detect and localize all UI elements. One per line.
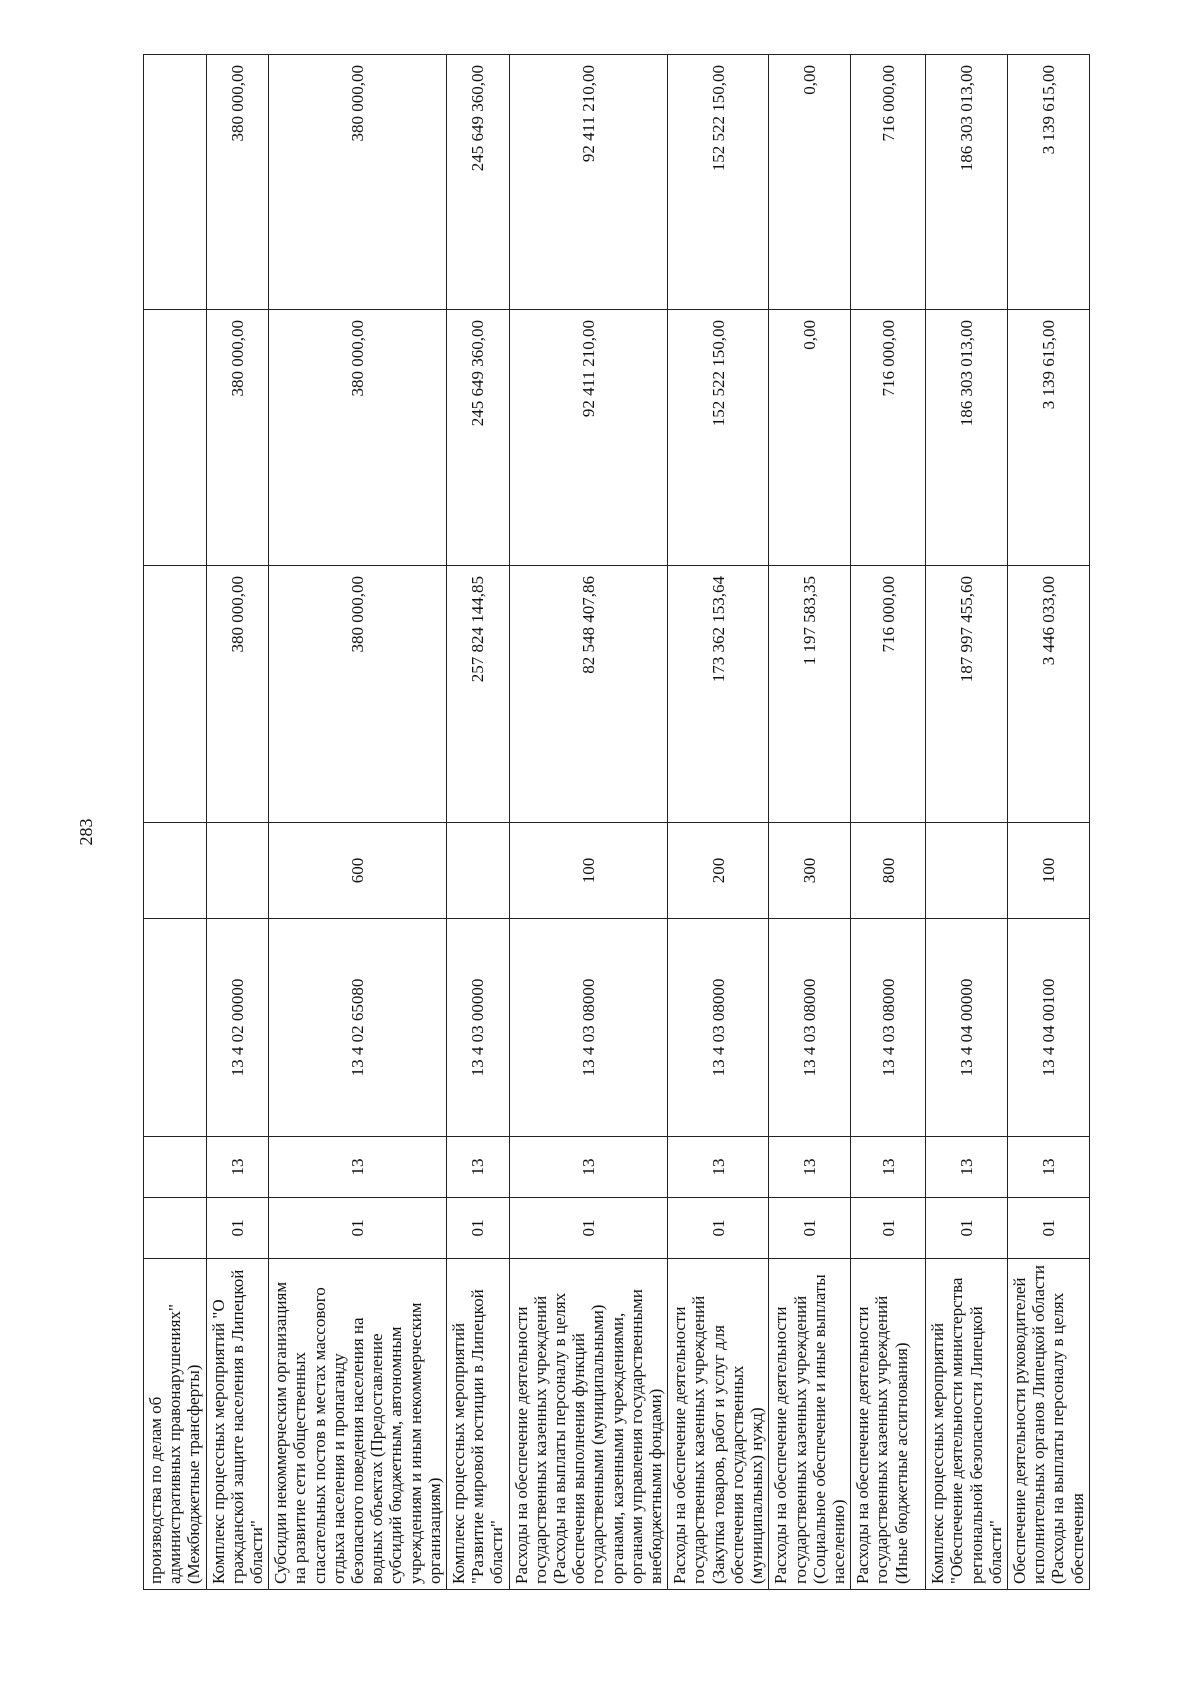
target-article-code: 13 4 03 08000 <box>668 919 769 1137</box>
amount-year-2: 380 000,00 <box>206 310 269 566</box>
amount-year-2: 716 000,00 <box>851 310 926 566</box>
section-code: 01 <box>926 1198 1008 1259</box>
budget-table <box>143 54 1090 1590</box>
row-name: производства по делам об административных правонарушениях" (Межбюджетные трансферты) <box>144 1259 207 1590</box>
row-name: Комплекс процессных мероприятий "О гражданской защите населения в Липецкой области" <box>206 1259 269 1590</box>
target-article-code: 13 4 03 08000 <box>509 919 668 1137</box>
subsection-code: 13 <box>206 1137 269 1198</box>
subsection-code: 13 <box>851 1137 926 1198</box>
table-row <box>509 55 668 1590</box>
expense-type-code: 100 <box>1007 823 1089 919</box>
expense-type-code: 100 <box>509 823 668 919</box>
target-article-code: 13 4 04 00000 <box>926 919 1008 1137</box>
table-row <box>668 55 769 1590</box>
target-article-code: 13 4 03 00000 <box>447 919 510 1137</box>
target-article-code: 13 4 02 65080 <box>269 919 447 1137</box>
section-code: 01 <box>447 1198 510 1259</box>
section-code: 01 <box>206 1198 269 1259</box>
amount-year-1: 187 997 455,60 <box>926 566 1008 823</box>
section-code: 01 <box>668 1198 769 1259</box>
target-article-code: 13 4 03 08000 <box>769 919 851 1137</box>
row-name: Комплекс процессных мероприятий "Обеспечение деятельности министерства региональной безопасности Липецкой области" <box>926 1259 1008 1590</box>
amount-year-2: 245 649 360,00 <box>447 310 510 566</box>
target-article-code: 13 4 02 00000 <box>206 919 269 1137</box>
row-name: Расходы на обеспечение деятельности государственных казенных учреждений (Иные бюджетные ассигнования) <box>851 1259 926 1590</box>
amount-year-3: 380 000,00 <box>269 55 447 310</box>
amount-year-3 <box>144 55 207 310</box>
amount-year-2 <box>144 310 207 566</box>
amount-year-1: 380 000,00 <box>269 566 447 823</box>
section-code: 01 <box>269 1198 447 1259</box>
expense-type-code <box>206 823 269 919</box>
expense-type-code: 300 <box>769 823 851 919</box>
amount-year-2: 186 303 013,00 <box>926 310 1008 566</box>
amount-year-3: 152 522 150,00 <box>668 55 769 310</box>
expense-type-code <box>144 823 207 919</box>
amount-year-3: 92 411 210,00 <box>509 55 668 310</box>
table-row <box>926 55 1008 1590</box>
amount-year-3: 716 000,00 <box>851 55 926 310</box>
amount-year-1: 173 362 153,64 <box>668 566 769 823</box>
amount-year-3: 245 649 360,00 <box>447 55 510 310</box>
expense-type-code: 600 <box>269 823 447 919</box>
table-row <box>1007 55 1089 1590</box>
target-article-code <box>144 919 207 1137</box>
amount-year-3: 186 303 013,00 <box>926 55 1008 310</box>
amount-year-2: 0,00 <box>769 310 851 566</box>
target-article-code: 13 4 04 00100 <box>1007 919 1089 1137</box>
amount-year-2: 3 139 615,00 <box>1007 310 1089 566</box>
expense-type-code <box>447 823 510 919</box>
subsection-code: 13 <box>509 1137 668 1198</box>
section-code: 01 <box>1007 1198 1089 1259</box>
amount-year-1: 3 446 033,00 <box>1007 566 1089 823</box>
expense-type-code: 200 <box>668 823 769 919</box>
subsection-code <box>144 1137 207 1198</box>
row-name: Расходы на обеспечение деятельности государственных казенных учреждений (Социальное обеспечение и иные выплаты населению) <box>769 1259 851 1590</box>
amount-year-2: 380 000,00 <box>269 310 447 566</box>
row-name: Расходы на обеспечение деятельности государственных казенных учреждений (Закупка товаров, работ и услуг для обеспечения государственных (муниципальных) нужд) <box>668 1259 769 1590</box>
subsection-code: 13 <box>269 1137 447 1198</box>
row-name: Комплекс процессных мероприятий "Развитие мировой юстиции в Липецкой области" <box>447 1259 510 1590</box>
amount-year-3: 0,00 <box>769 55 851 310</box>
amount-year-2: 152 522 150,00 <box>668 310 769 566</box>
subsection-code: 13 <box>926 1137 1008 1198</box>
table-row <box>851 55 926 1590</box>
table-row <box>144 55 207 1590</box>
section-code: 01 <box>769 1198 851 1259</box>
amount-year-1: 380 000,00 <box>206 566 269 823</box>
subsection-code: 13 <box>668 1137 769 1198</box>
amount-year-1: 82 548 407,86 <box>509 566 668 823</box>
subsection-code: 13 <box>1007 1137 1089 1198</box>
row-name: Расходы на обеспечение деятельности государственных казенных учреждений (Расходы на выплаты персоналу в целях обеспечения выполнения функций государственными (муниципальными) органами, казенными учреждениями, органами управления государственными внебюджетными фондами) <box>509 1259 668 1590</box>
amount-year-3: 380 000,00 <box>206 55 269 310</box>
subsection-code: 13 <box>769 1137 851 1198</box>
table-row <box>447 55 510 1590</box>
table-row <box>269 55 447 1590</box>
subsection-code: 13 <box>447 1137 510 1198</box>
expense-type-code <box>926 823 1008 919</box>
amount-year-3: 3 139 615,00 <box>1007 55 1089 310</box>
budget-table-rotated <box>143 55 1087 1590</box>
section-code: 01 <box>851 1198 926 1259</box>
amount-year-1 <box>144 566 207 823</box>
table-row <box>769 55 851 1590</box>
amount-year-1: 257 824 144,85 <box>447 566 510 823</box>
table-row <box>206 55 269 1590</box>
amount-year-1: 716 000,00 <box>851 566 926 823</box>
row-name: Субсидии некоммерческим организациям на развитие сети общественных спасательных постов в местах массового отдыха населения и пропаганду безопасного поведения населения на водных объектах (Предоставление субсидий бюджетным, автономным учреждениям и иным некоммерческим организациям) <box>269 1259 447 1590</box>
section-code: 01 <box>509 1198 668 1259</box>
expense-type-code: 800 <box>851 823 926 919</box>
page-number: 283 <box>75 818 96 846</box>
row-name: Обеспечение деятельности руководителей исполнительных органов Липецкой области (Расходы на выплаты персоналу в целях обеспечения <box>1007 1259 1089 1590</box>
section-code <box>144 1198 207 1259</box>
amount-year-1: 1 197 583,35 <box>769 566 851 823</box>
amount-year-2: 92 411 210,00 <box>509 310 668 566</box>
target-article-code: 13 4 03 08000 <box>851 919 926 1137</box>
